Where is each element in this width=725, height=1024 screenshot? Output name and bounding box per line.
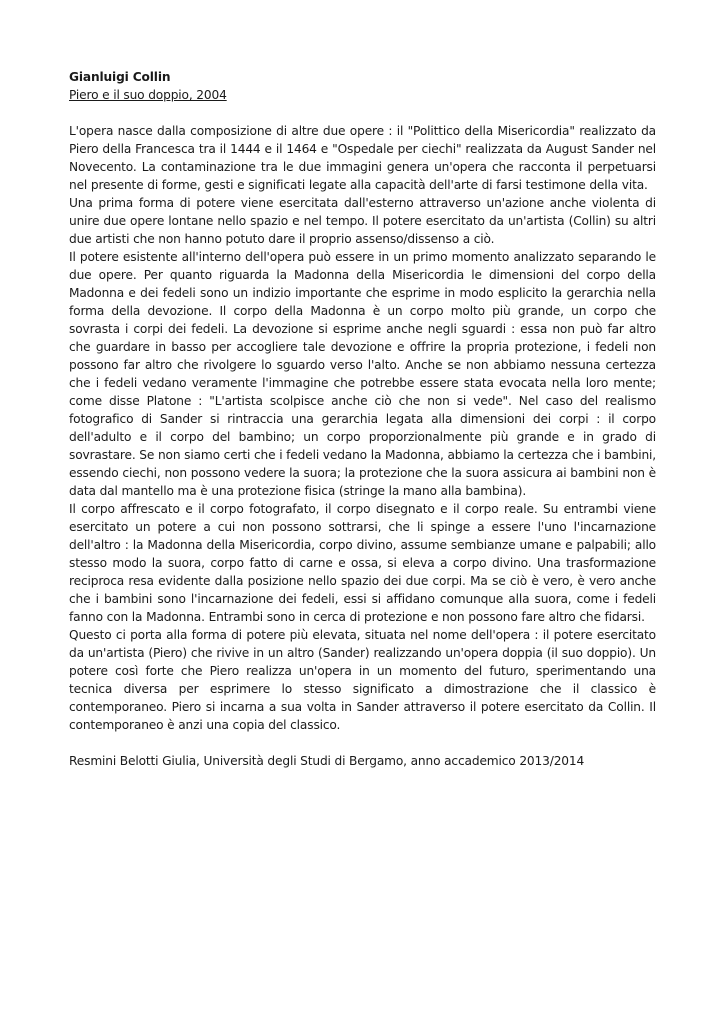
author-name: Gianluigi Collin [69,70,171,84]
work-title: Piero e il suo doppio, 2004 [69,88,227,102]
paragraph-opera-origin: L'opera nasce dalla composizione di altre due opere : il "Polittico della Misericordia" realizzato da Piero della Francesca tra il 1444 e il 1464 e "Ospedale per ciechi" realizzata da August Sander nel Novecento. La contaminazione tra le due immagini genera un'opera che racconta il perpetuarsi nel presente di forme, gesti e significati legate alla capacità dell'arte di farsi testimone della vita. [69,124,656,192]
document-body [69,68,656,770]
paragraph-highest-power: Questo ci porta alla forma di potere più elevata, situata nel nome dell'opera : il potere esercitato da un'artista (Piero) che rivive in un altro (Sander) realizzando un'opera doppia (il suo doppio). Un potere così forte che Piero realizza un'opera in un momento del futuro, sperimentando una tecnica diversa per esprimere lo stesso significato a dimostrazione che il classico è contemporaneo. Piero si incarna a sua volta in Sander attraverso il potere esercitato da Collin. Il contemporaneo è anzi una copia del classico. [69,628,656,732]
paragraph-external-power: Una prima forma di potere viene esercitata dall'esterno attraverso un'azione anche violenta di unire due opere lontane nello spazio e nel tempo. Il potere esercitato da un'artista (Collin) su altri due artisti che non hanno potuto dare il proprio assenso/dissenso a ciò. [69,196,656,246]
paragraph-internal-power: Il potere esistente all'interno dell'opera può essere in un primo momento analizzato separando le due opere. Per quanto riguarda la Madonna della Misericordia le dimensioni del corpo della Madonna e dei fedeli sono un indizio importante che esprime in modo esplicito la gerarchia nella forma della devozione. Il corpo della Madonna è un corpo molto più grande, un corpo che sovrasta i corpi dei fedeli. La devozione si esprime anche negli sguardi : essa non può far altro che guardare in basso per accogliere tale devozione e offrire la propria protezione, i fedeli non possono far altro che rivolgere lo sguardo verso l'alto. Anche se non abbiamo nessuna certezza che i fedeli vedano veramente l'immagine che potrebbe essere stata evocata nella loro mente; come disse Platone : "L'artista scolpisce anche ciò che non si vede". Nel caso del realismo fotografico di Sander si rintraccia una gerarchia legata alla dimensioni dei corpi : il corpo dell'adulto e il corpo del bambino; un corpo proporzionalmente più grande e in grado di sovrastare. Se non siamo certi che i fedeli vedano la Madonna, abbiamo la certezza che i bambini, essendo ciechi, non possono vedere la suora; la protezione che la suora assicura ai bambini non è data dal mantello ma è una protezione fisica (stringe la mano alla bambina). [69,250,656,498]
paragraph-bodies: Il corpo affrescato e il corpo fotografato, il corpo disegnato e il corpo reale. Su entrambi viene esercitato un potere a cui non possono sottrarsi, che li spinge a essere l'uno l'incarnazione dell'altro : la Madonna della Misericordia, corpo divino, assume sembianze umane e palpabili; allo stesso modo la suora, corpo fatto di carne e ossa, si eleva a corpo divino. Una trasformazione reciproca resa evidente dalla posizione nello spazio dei due corpi. Ma se ciò è vero, è vero anche che i bambini sono l'incarnazione dei fedeli, essi si affidano comunque alla suora, come i fedeli fanno con la Madonna. Entrambi sono in cerca di protezione e non possono fare altro che fidarsi. [69,502,656,624]
signature-line: Resmini Belotti Giulia, Università degli Studi di Bergamo, anno accademico 2013/2014 [69,754,585,768]
